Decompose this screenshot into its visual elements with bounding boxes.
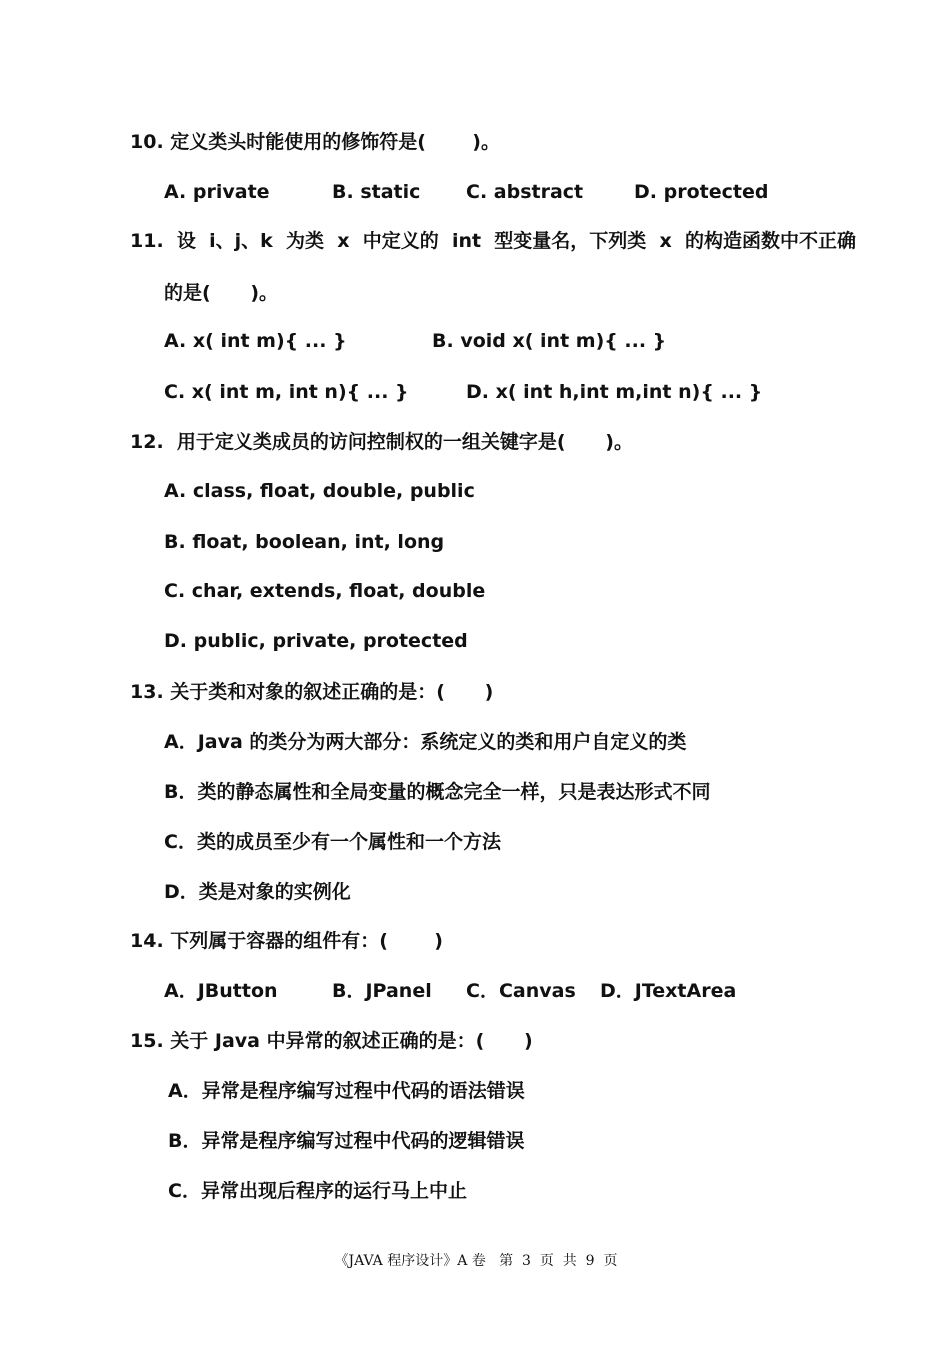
- q11-stem-line1: 11. 设 i、j、k 为类 x 中定义的 int 型变量名，下列类 x 的构造函数中不正确: [130, 230, 857, 252]
- q12-option-b: B. float, boolean, int, long: [164, 531, 445, 553]
- q12-stem: 12. 用于定义类成员的访问控制权的一组关键字是( )。: [130, 431, 633, 453]
- q13-option-b: B．类的静态属性和全局变量的概念完全一样，只是表达形式不同: [164, 781, 711, 803]
- q10-option-c: C. abstract: [466, 181, 584, 203]
- q12-option-c: C. char, extends, float, double: [164, 580, 486, 602]
- q10-option-b: B. static: [332, 181, 421, 203]
- q10-stem: 10. 定义类头时能使用的修饰符是( )。: [130, 131, 500, 153]
- q14-option-c: C．Canvas: [466, 980, 576, 1002]
- page-footer: 《JAVA 程序设计》A 卷 第 3 页 共 9 页: [334, 1253, 618, 1269]
- q12-option-a: A. class, float, double, public: [164, 480, 475, 502]
- q15-stem: 15. 关于 Java 中异常的叙述正确的是：( ): [130, 1030, 533, 1052]
- q15-option-a: A．异常是程序编写过程中代码的语法错误: [168, 1080, 525, 1102]
- q13-option-a: A．Java 的类分为两大部分：系统定义的类和用户自定义的类: [164, 731, 687, 753]
- q11-option-b: B. void x( int m){ ... }: [432, 330, 667, 352]
- q14-stem: 14. 下列属于容器的组件有：( ): [130, 930, 443, 952]
- q10-option-d: D. protected: [634, 181, 769, 203]
- q15-option-b: B．异常是程序编写过程中代码的逻辑错误: [168, 1130, 525, 1152]
- q13-option-d: D．类是对象的实例化: [164, 881, 351, 903]
- q11-option-a: A. x( int m){ ... }: [164, 330, 347, 352]
- q11-option-d: D. x( int h,int m,int n){ ... }: [466, 381, 763, 403]
- q13-option-c: C．类的成员至少有一个属性和一个方法: [164, 831, 501, 853]
- q15-option-c: C．异常出现后程序的运行马上中止: [168, 1180, 467, 1202]
- q11-stem-line2: 的是( )。: [164, 282, 279, 304]
- q13-stem: 13. 关于类和对象的叙述正确的是：( ): [130, 681, 494, 703]
- q12-option-d: D. public, private, protected: [164, 630, 468, 652]
- q14-option-a: A．JButton: [164, 980, 278, 1002]
- q11-option-c: C. x( int m, int n){ ... }: [164, 381, 409, 403]
- q14-option-b: B．JPanel: [332, 980, 432, 1002]
- q10-option-a: A. private: [164, 181, 270, 203]
- q14-option-d: D．JTextArea: [600, 980, 737, 1002]
